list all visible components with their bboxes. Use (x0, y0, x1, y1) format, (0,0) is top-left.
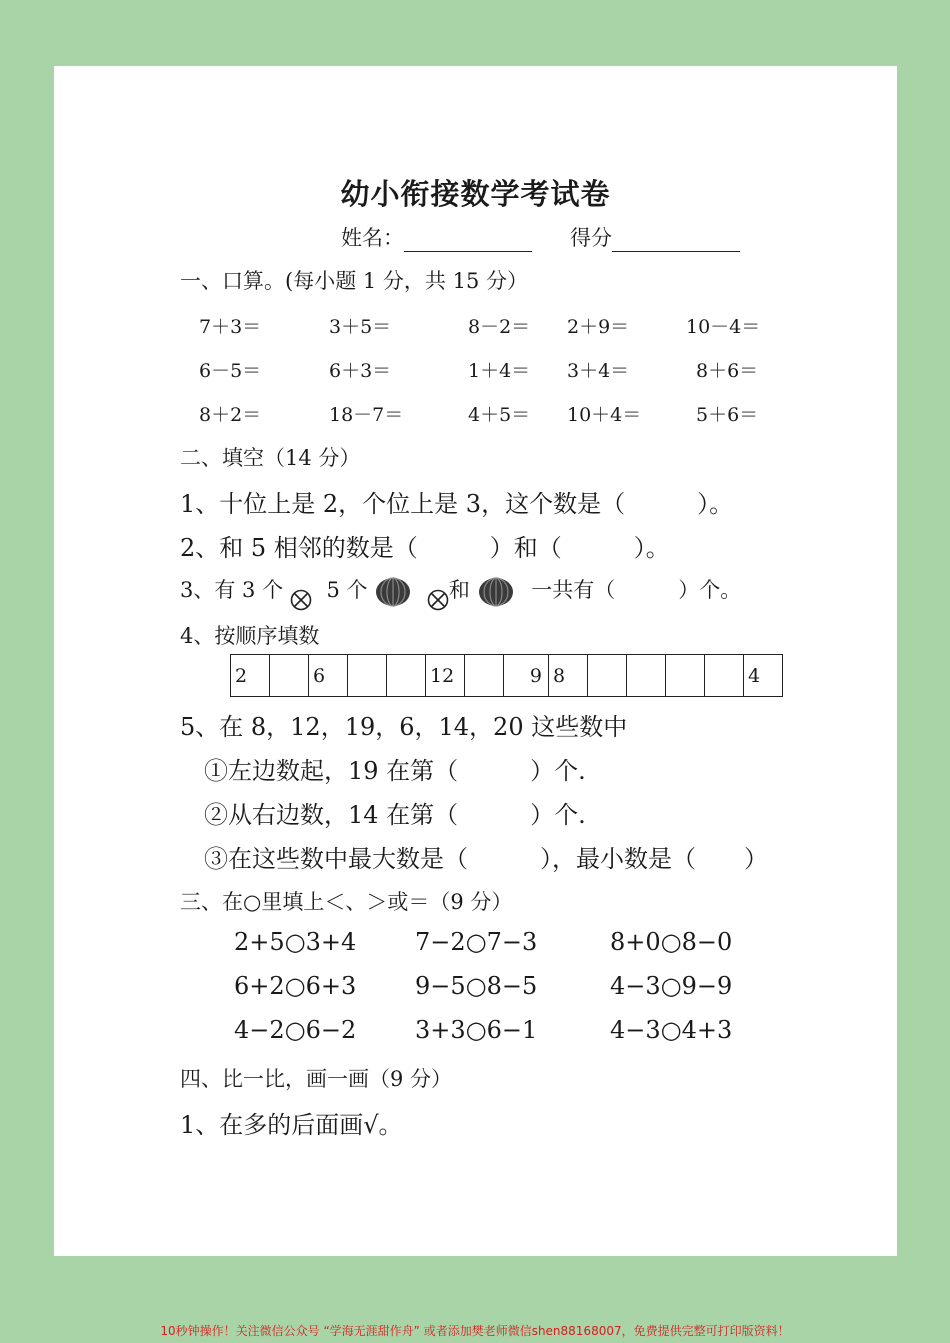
striped-ball-icon (477, 576, 515, 608)
sequence-cell[interactable] (666, 655, 705, 697)
sequence-cell[interactable] (270, 655, 309, 697)
compare-item[interactable]: 7−2○7−3 (415, 928, 538, 956)
arith-item: 18－7＝ (329, 404, 404, 426)
arith-item: 8＋6＝ (696, 360, 759, 382)
sequence-cell[interactable] (705, 655, 744, 697)
arith-item: 3＋4＝ (567, 360, 630, 382)
sequence-cell[interactable] (627, 655, 666, 697)
section3-heading: 三、在○里填上＜、＞或＝（9 分） (180, 890, 513, 914)
arith-item: 2＋9＝ (567, 316, 630, 338)
page-title: 幼小衔接数学考试卷 (340, 177, 611, 211)
section4-heading: 四、比一比，画一画（9 分） (180, 1067, 453, 1091)
arith-item: 10＋4＝ (567, 404, 642, 426)
draw-question-1: 1、在多的后面画√。 (180, 1111, 403, 1139)
section1-heading: 一、口算。(每小题 1 分，共 15 分） (180, 269, 528, 293)
sequence-cell[interactable]: 4 (744, 655, 783, 697)
q3-text-b: 5 个 (326, 578, 368, 602)
section2-heading: 二、填空（14 分） (180, 446, 361, 470)
sequence-cell[interactable]: 12 (426, 655, 465, 697)
score-field[interactable] (570, 222, 740, 252)
fill-question-2[interactable]: 2、和 5 相邻的数是（ ）和（ ）。 (180, 534, 670, 562)
compare-item[interactable]: 4−3○9−9 (610, 972, 733, 1000)
footer-promo-text: 10秒钟操作！关注微信公众号 “学海无涯甜作舟” 或者添加樊老师微信shen88168007，免费提供完整可打印版资料！ (160, 1324, 790, 1338)
sequence-cell[interactable]: 2 (231, 655, 270, 697)
name-label: 姓名： (341, 226, 404, 250)
sequence-cell[interactable] (387, 655, 426, 697)
sequence-cell[interactable]: 6 (309, 655, 348, 697)
arith-item: 6－5＝ (199, 360, 262, 382)
arith-item: 8－2＝ (468, 316, 531, 338)
arith-item: 1＋4＝ (468, 360, 531, 382)
arith-item: 6＋3＝ (329, 360, 392, 382)
sequence-cell[interactable]: 9 (504, 655, 549, 697)
compare-item[interactable]: 4−2○6−2 (234, 1016, 357, 1044)
arith-item: 7＋3＝ (199, 316, 262, 338)
compare-item[interactable]: 3+3○6−1 (415, 1016, 538, 1044)
fill-question-3[interactable] (180, 574, 741, 611)
compare-item[interactable]: 2+5○3+4 (234, 928, 357, 956)
arith-item: 5＋6＝ (696, 404, 759, 426)
arith-item: 4＋5＝ (468, 404, 531, 426)
score-label: 得分 (570, 226, 612, 250)
compare-item[interactable]: 9−5○8−5 (415, 972, 538, 1000)
name-blank[interactable] (404, 231, 532, 252)
sequence-table (230, 654, 783, 697)
striped-ball-icon (374, 576, 412, 608)
fill-question-1[interactable]: 1、十位上是 2，个位上是 3，这个数是（ ）。 (180, 490, 734, 518)
sequence-cell[interactable]: 8 (549, 655, 588, 697)
arith-item: 10－4＝ (686, 316, 761, 338)
name-field[interactable] (341, 222, 532, 252)
q3-text-a: 3、有 3 个 (180, 578, 284, 602)
score-blank[interactable] (612, 231, 740, 252)
fill-question-5: 5、在 8，12，19，6，14，20 这些数中 (180, 713, 628, 741)
circle-cross-icon (427, 589, 449, 611)
compare-item[interactable]: 4−3○4+3 (610, 1016, 733, 1044)
q3-text-c: 和 (448, 578, 470, 602)
exam-paper (54, 66, 897, 1256)
sequence-cell[interactable] (465, 655, 504, 697)
fill-question-5-1[interactable]: ①左边数起，19 在第（ ）个. (204, 757, 586, 785)
sequence-cell[interactable] (348, 655, 387, 697)
fill-question-4: 4、按顺序填数 (180, 624, 320, 648)
compare-item[interactable]: 6+2○6+3 (234, 972, 357, 1000)
arith-item: 3＋5＝ (329, 316, 392, 338)
fill-question-5-2[interactable]: ②从右边数，14 在第（ ）个. (204, 801, 586, 829)
arith-item: 8＋2＝ (199, 404, 262, 426)
circle-cross-icon (290, 589, 312, 611)
sequence-cell[interactable] (588, 655, 627, 697)
fill-question-5-3[interactable]: ③在这些数中最大数是（ ），最小数是（ ） (204, 845, 768, 873)
compare-item[interactable]: 8+0○8−0 (610, 928, 733, 956)
q3-text-d: 一共有（ ）个。 (531, 578, 742, 602)
